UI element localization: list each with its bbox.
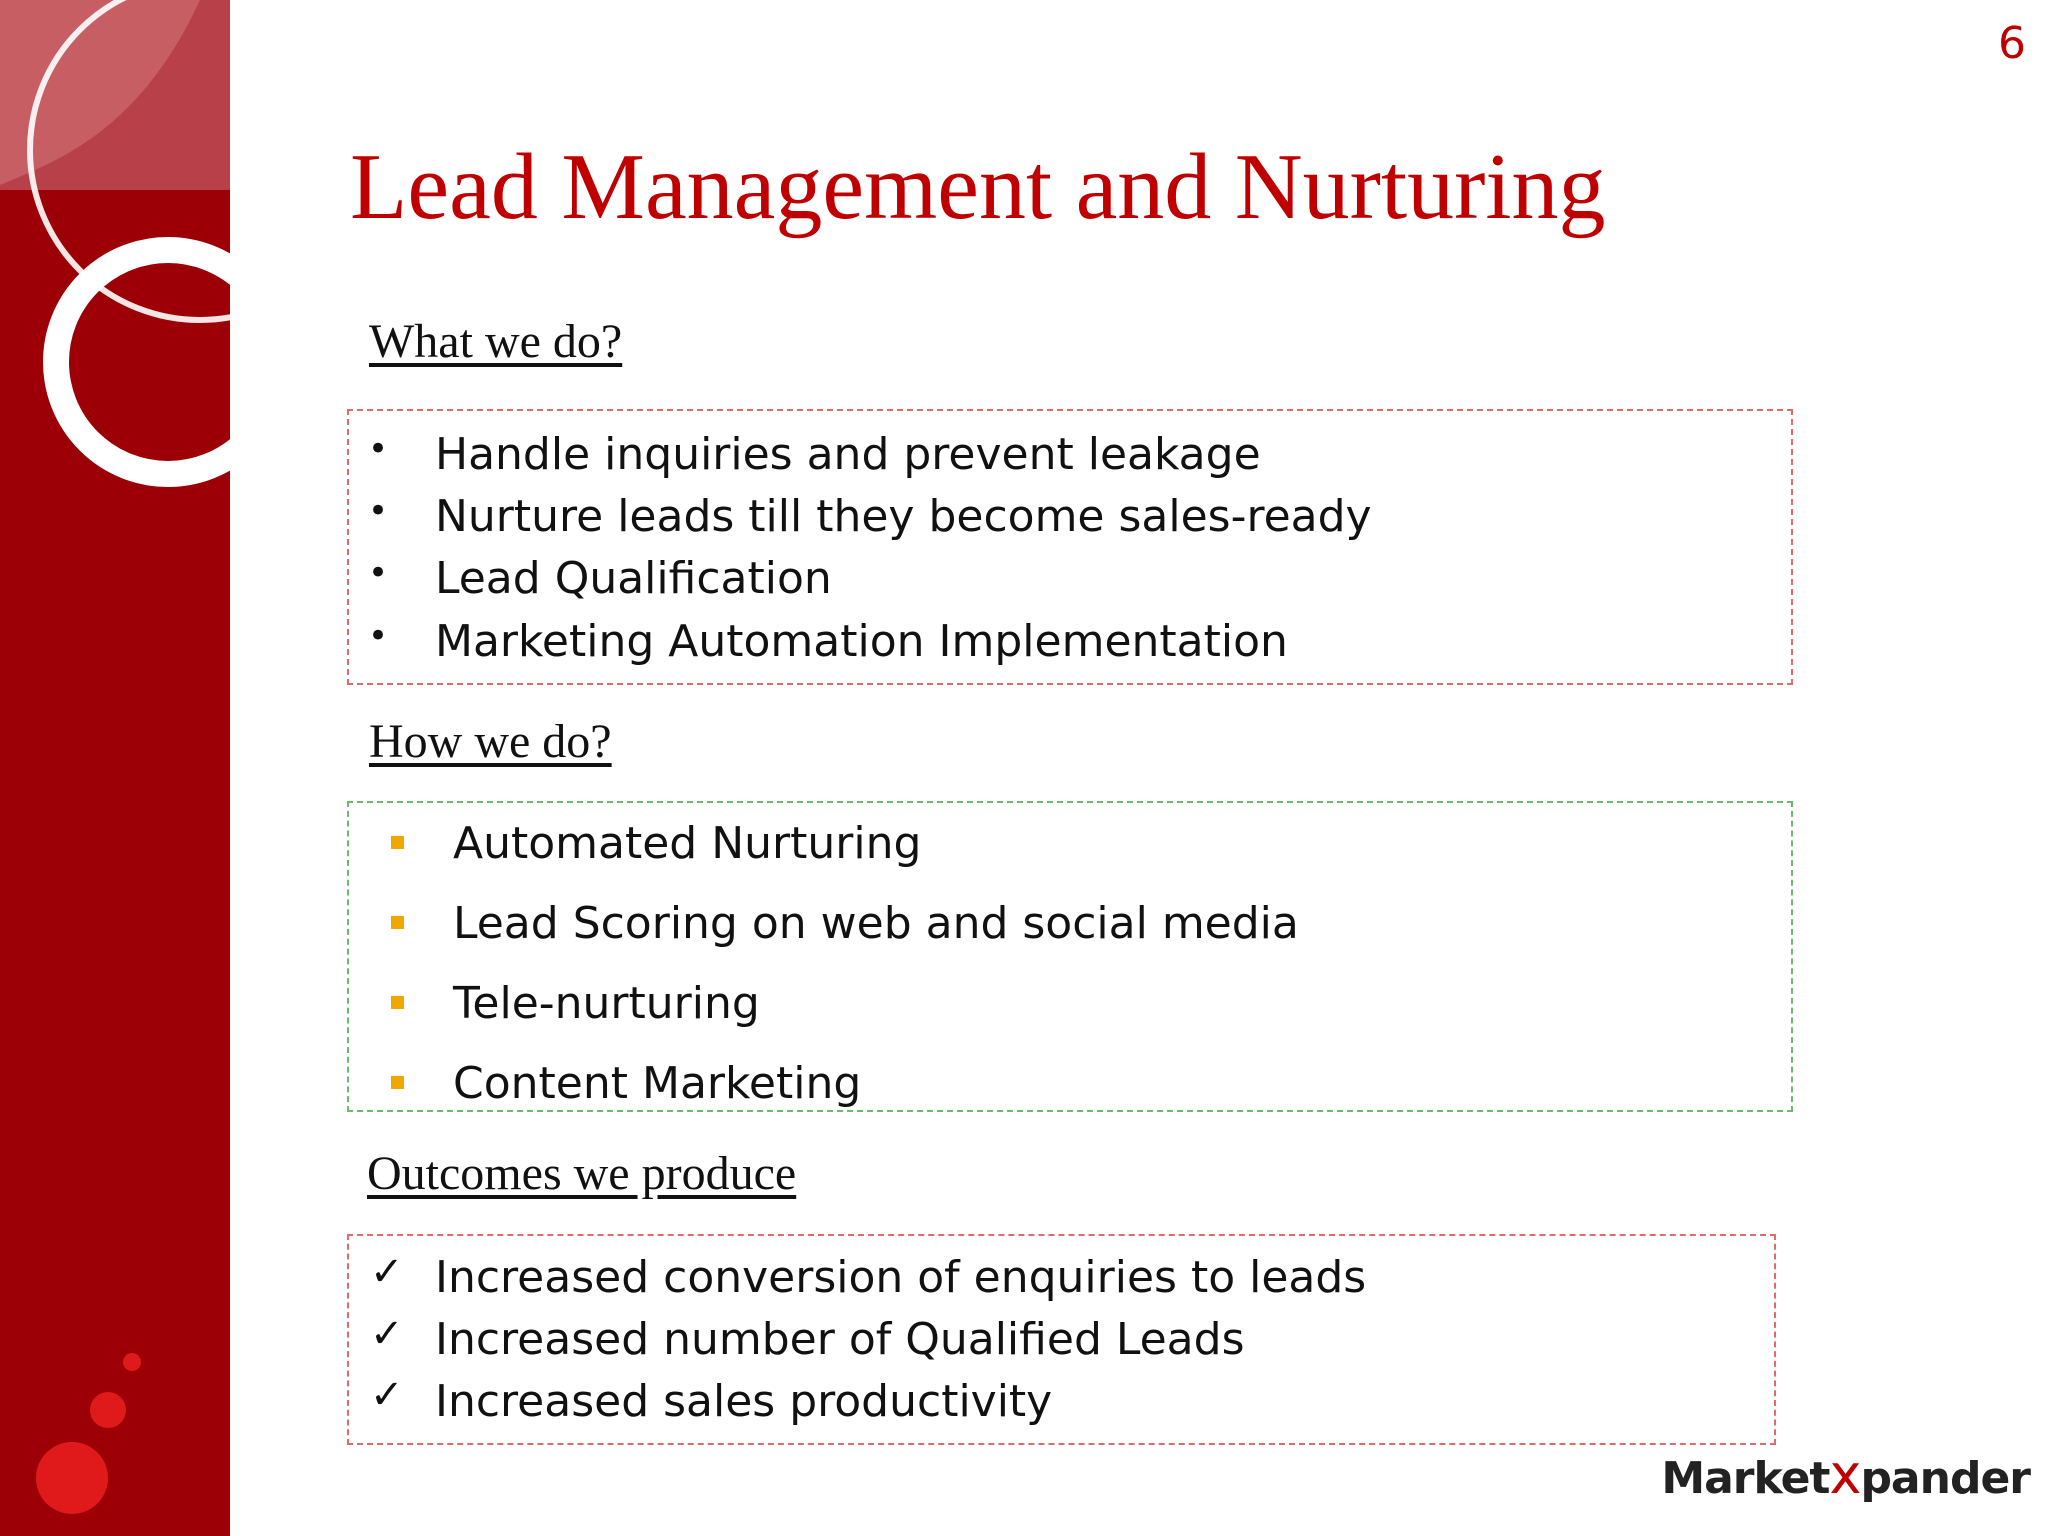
marketxpander-logo: Marketxpander: [1661, 1443, 2030, 1506]
bullet-dot-icon: •: [368, 553, 389, 593]
how-item-4: Content Marketing: [453, 1058, 862, 1109]
checkmark-icon: ✓: [370, 1372, 404, 1418]
checkmark-icon: ✓: [370, 1311, 404, 1357]
outcome-item-3: Increased sales productivity: [435, 1376, 1053, 1427]
decorative-side-band: [0, 0, 230, 1536]
what-item-3: Lead Qualification: [435, 553, 832, 604]
outcome-item-1: Increased conversion of enquiries to leads: [435, 1252, 1367, 1303]
outcome-item-2: Increased number of Qualified Leads: [435, 1314, 1245, 1365]
square-bullet-icon: [391, 996, 404, 1009]
what-item-1: Handle inquiries and prevent leakage: [435, 429, 1261, 480]
outcomes-heading: Outcomes we produce: [367, 1147, 797, 1200]
square-bullet-icon: [391, 836, 404, 849]
how-item-2: Lead Scoring on web and social media: [453, 898, 1299, 949]
checkmark-icon: ✓: [370, 1249, 404, 1295]
what-item-2: Nurture leads till they become sales-ready: [435, 491, 1372, 542]
bullet-dot-icon: •: [368, 429, 389, 469]
how-we-do-heading: How we do?: [369, 715, 612, 768]
how-item-1: Automated Nurturing: [453, 818, 922, 869]
page-number: 6: [1998, 18, 2026, 69]
bullet-dot-icon: •: [368, 491, 389, 531]
what-item-4: Marketing Automation Implementation: [435, 616, 1288, 667]
square-bullet-icon: [391, 1076, 404, 1089]
bullet-dot-icon: •: [368, 616, 389, 656]
square-bullet-icon: [391, 916, 404, 929]
what-we-do-heading: What we do?: [369, 315, 623, 368]
slide-title: Lead Management and Nurturing: [350, 135, 1606, 239]
how-item-3: Tele-nurturing: [453, 978, 760, 1029]
decorative-circles: [0, 0, 230, 1536]
